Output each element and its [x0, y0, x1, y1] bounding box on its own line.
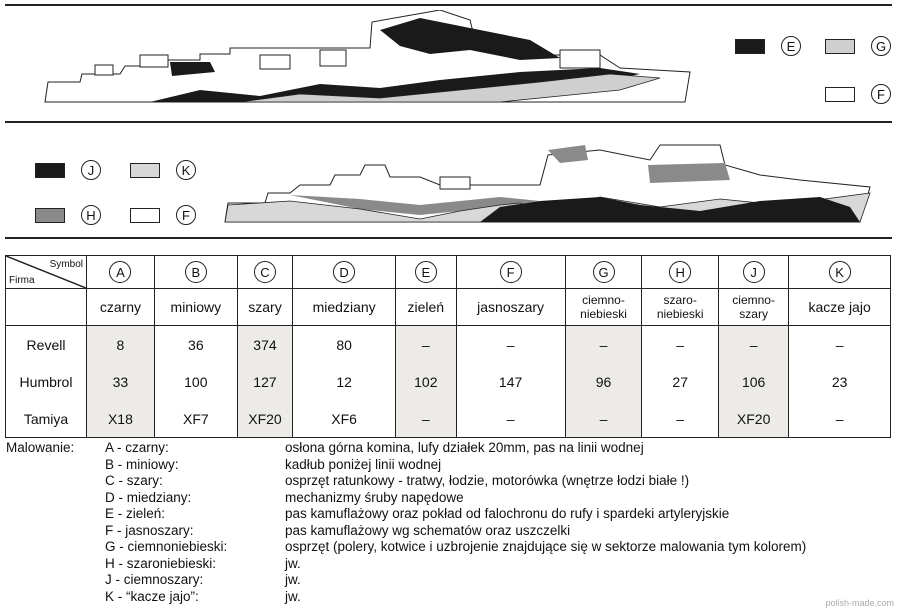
paint-code: – — [396, 326, 456, 364]
swatch-G — [825, 39, 855, 54]
notes-label — [6, 539, 105, 556]
symbol-circle: C — [254, 261, 276, 283]
symbol-circle: D — [333, 261, 355, 283]
symbol-header-B — [154, 256, 237, 289]
painting-notes — [6, 440, 806, 605]
note-item — [6, 457, 806, 474]
symbol-header-A — [87, 256, 155, 289]
watermark: polish-made.com — [825, 598, 894, 608]
paint-code: 33 — [87, 363, 155, 400]
notes-label — [6, 473, 105, 490]
paint-code: – — [642, 400, 719, 438]
symbol-label: K — [176, 160, 196, 180]
firm-name: Tamiya — [6, 400, 87, 438]
notes-label — [6, 506, 105, 523]
color-name: ciemno- szary — [719, 289, 789, 326]
note-key: B - miniowy: — [105, 456, 179, 472]
notes-label — [6, 490, 105, 507]
paint-code: 106 — [719, 363, 789, 400]
paint-code: XF20 — [719, 400, 789, 438]
note-key: K - “kacze jajo”: — [105, 588, 199, 604]
notes-label — [6, 523, 105, 540]
swatch-F — [825, 87, 855, 102]
color-name: szaro- niebieski — [642, 289, 719, 326]
divider — [5, 4, 892, 6]
legend-item-G — [825, 36, 891, 56]
color-name: szary — [237, 289, 292, 326]
legend-item-E — [735, 36, 801, 56]
note-item — [6, 490, 806, 507]
legend-item-J — [35, 160, 101, 180]
paint-code: – — [565, 326, 642, 364]
symbol-header-K — [789, 256, 891, 289]
note-text: jw. — [285, 588, 301, 604]
swatch-K — [130, 163, 160, 178]
symbol-label: F — [176, 205, 196, 225]
paint-code: XF6 — [293, 400, 396, 438]
symbol-header-J — [719, 256, 789, 289]
note-text: kadłub poniżej linii wodnej — [285, 456, 442, 472]
legend-item-F — [825, 84, 891, 104]
notes-label — [6, 589, 105, 606]
note-text: mechanizmy śruby napędowe — [285, 489, 464, 505]
divider — [5, 121, 892, 123]
paint-code: XF7 — [154, 400, 237, 438]
symbol-circle: F — [500, 261, 522, 283]
note-item — [6, 523, 806, 540]
color-name: miedziany — [293, 289, 396, 326]
note-item — [6, 440, 806, 457]
swatch-J — [35, 163, 65, 178]
paint-code: 96 — [565, 363, 642, 400]
paint-code: 36 — [154, 326, 237, 364]
note-key: C - szary: — [105, 473, 163, 488]
table-row — [6, 363, 891, 400]
symbol-label: F — [871, 84, 891, 104]
symbol-label: J — [81, 160, 101, 180]
note-key: J - ciemnoszary: — [105, 572, 204, 587]
paint-code: – — [719, 326, 789, 364]
paint-code: 127 — [237, 363, 292, 400]
symbol-header-C — [237, 256, 292, 289]
symbol-circle: K — [829, 261, 851, 283]
symbol-header-F — [456, 256, 565, 289]
paint-code: – — [642, 326, 719, 364]
note-key: E - zieleń: — [105, 506, 166, 521]
symbol-circle: G — [593, 261, 615, 283]
symbol-header-G — [565, 256, 642, 289]
divider — [5, 237, 892, 239]
table-row — [6, 326, 891, 364]
note-key: D - miedziany: — [105, 489, 192, 505]
symbol-label: E — [781, 36, 801, 56]
firm-name: Humbrol — [6, 363, 87, 400]
paint-code: – — [456, 400, 565, 438]
symbol-header-D — [293, 256, 396, 289]
paint-code: 12 — [293, 363, 396, 400]
swatch-E — [735, 39, 765, 54]
paint-code: XF20 — [237, 400, 292, 438]
firm-name: Revell — [6, 326, 87, 364]
corner-cell — [6, 256, 87, 289]
symbol-circle: H — [669, 261, 691, 283]
corner-firma: Firma — [9, 275, 35, 286]
color-name: ciemno- niebieski — [565, 289, 642, 326]
paint-code: – — [789, 326, 891, 364]
note-key: A - czarny: — [105, 440, 169, 455]
symbol-circle: B — [185, 261, 207, 283]
note-text: jw. — [285, 555, 301, 571]
paint-code: 23 — [789, 363, 891, 400]
note-text: pas kamuflażowy oraz pokład od falochronu do rufy i spardeki artyleryjskie — [285, 506, 730, 521]
notes-label — [6, 457, 105, 474]
legend-item-F — [130, 205, 196, 225]
paint-code: 100 — [154, 363, 237, 400]
color-name: czarny — [87, 289, 155, 326]
note-key: H - szaroniebieski: — [105, 555, 217, 571]
note-text: pas kamuflażowy wg schematów oraz uszczelki — [285, 522, 571, 538]
paint-code: 8 — [87, 326, 155, 364]
empty-cell — [6, 289, 87, 326]
paint-code: 27 — [642, 363, 719, 400]
note-item — [6, 556, 806, 573]
notes-label — [6, 572, 105, 589]
paint-table — [5, 255, 891, 438]
symbol-label: H — [81, 205, 101, 225]
corner-symbol: Symbol — [49, 259, 83, 270]
symbol-header-H — [642, 256, 719, 289]
paint-code: 102 — [396, 363, 456, 400]
swatch-H — [35, 208, 65, 223]
note-item — [6, 589, 806, 606]
note-key: G - ciemnoniebieski: — [105, 539, 228, 554]
symbol-label: G — [871, 36, 891, 56]
table-row — [6, 400, 891, 438]
color-name: zieleń — [396, 289, 456, 326]
notes-label — [6, 556, 105, 573]
symbol-circle: A — [109, 261, 131, 283]
note-text: jw. — [285, 572, 301, 587]
paint-code: 80 — [293, 326, 396, 364]
color-name: jasnoszary — [456, 289, 565, 326]
symbol-circle: E — [415, 261, 437, 283]
ship-profile-starboard — [0, 10, 720, 115]
note-key: F - jasnoszary: — [105, 522, 194, 538]
paint-code: – — [396, 400, 456, 438]
paint-code: – — [565, 400, 642, 438]
note-item — [6, 572, 806, 589]
note-item — [6, 473, 806, 490]
legend-item-K — [130, 160, 196, 180]
paint-code: – — [789, 400, 891, 438]
color-name: kacze jajo — [789, 289, 891, 326]
color-name: miniowy — [154, 289, 237, 326]
note-text: osłona górna komina, lufy działek 20mm, pas na linii wodnej — [285, 440, 644, 455]
notes-label: Malowanie: — [6, 440, 75, 455]
swatch-F — [130, 208, 160, 223]
paint-code: 147 — [456, 363, 565, 400]
note-text: osprzęt (polery, kotwice i uzbrojenie znajdujące się w sektorze malowania tym kolorem) — [285, 539, 807, 554]
symbol-header-E — [396, 256, 456, 289]
note-item — [6, 539, 806, 556]
paint-code: – — [456, 326, 565, 364]
legend-item-H — [35, 205, 101, 225]
paint-code: 374 — [237, 326, 292, 364]
note-text: osprzęt ratunkowy - tratwy, łodzie, motorówka (wnętrze łodzi białe !) — [285, 473, 690, 488]
note-item — [6, 506, 806, 523]
symbol-circle: J — [743, 261, 765, 283]
paint-code: X18 — [87, 400, 155, 438]
